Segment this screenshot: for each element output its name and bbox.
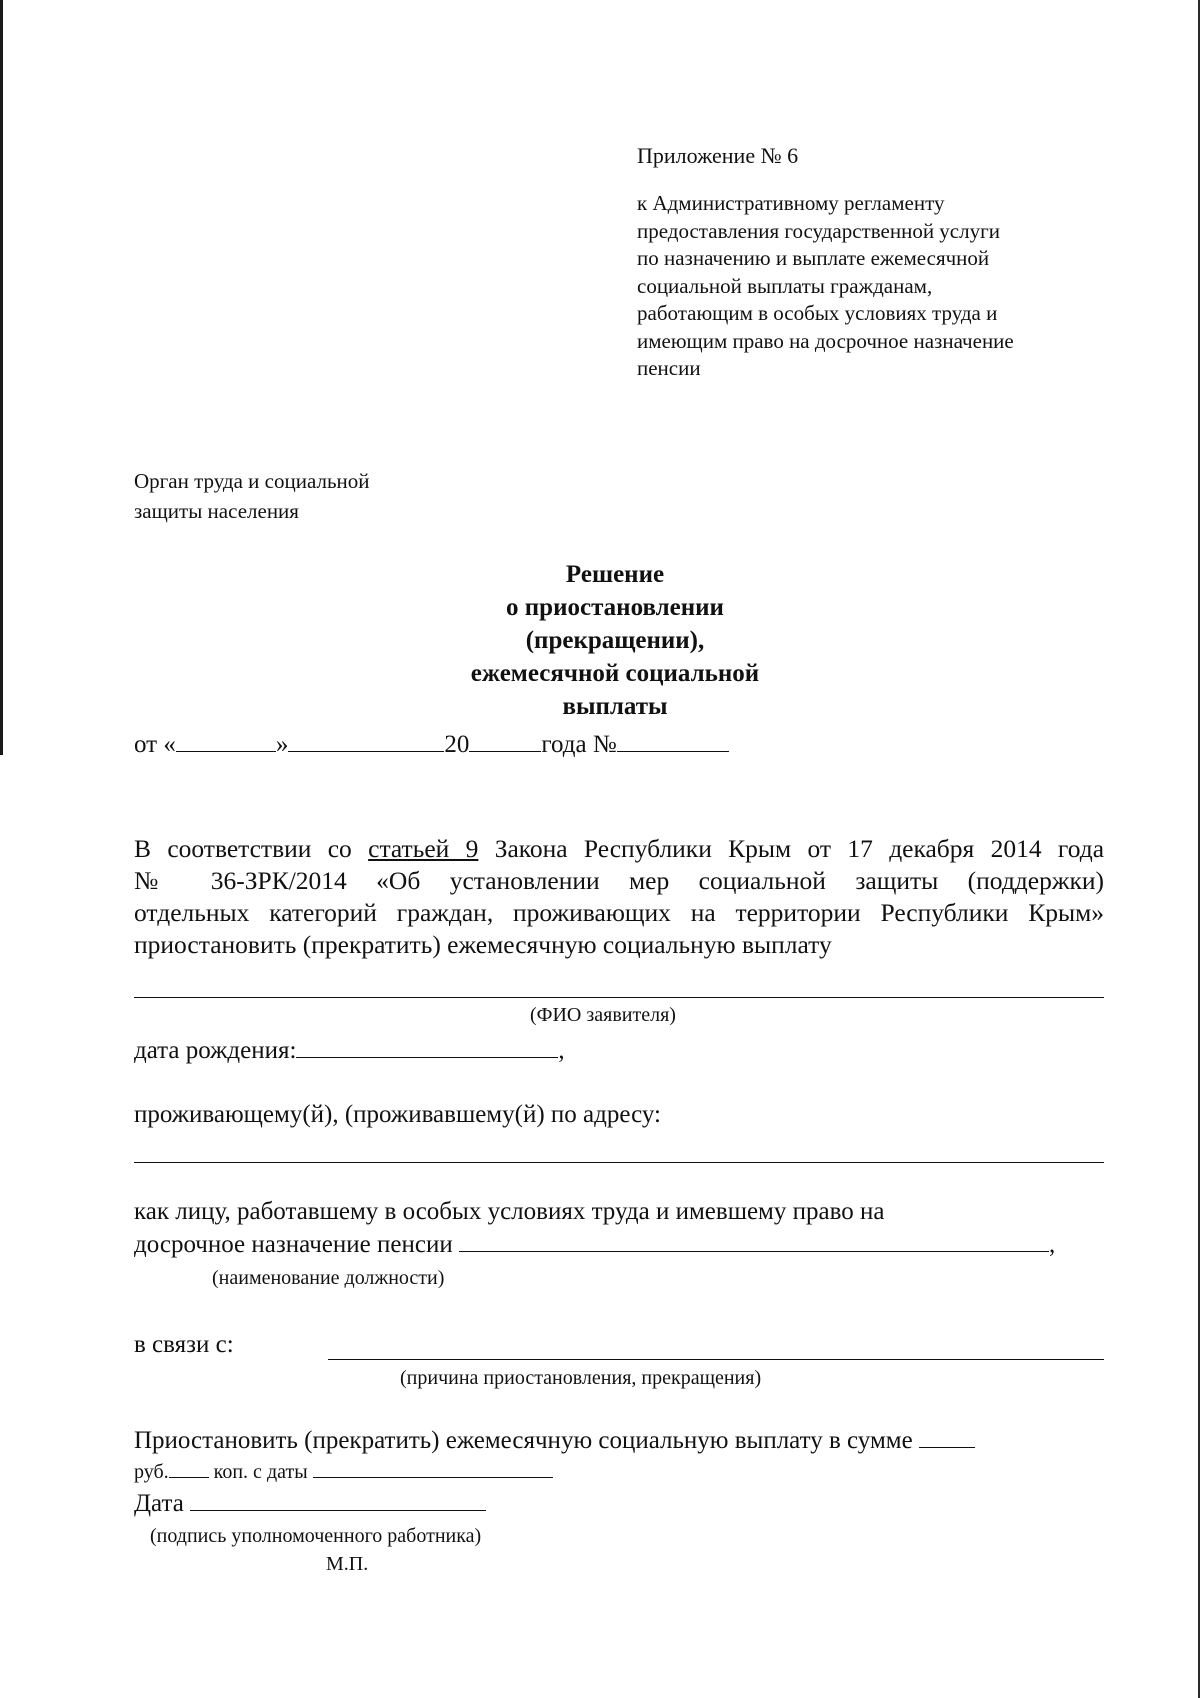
- signature-blank[interactable]: [190, 1490, 486, 1511]
- annex-number: Приложение № 6: [637, 143, 799, 168]
- signature-caption: (подпись уполномоченного работника): [150, 1525, 482, 1547]
- reason-field-line[interactable]: [328, 1359, 1104, 1360]
- organization-line: Орган труда и социальной: [134, 469, 370, 493]
- body-text-fragment: Закона Республики Крым от 17 декабря 2014 года: [494, 834, 1105, 863]
- annex-line: по назначению и выплате ежемесячной: [637, 246, 990, 270]
- annex-description: [637, 190, 1097, 383]
- stamp-place: М.П.: [326, 1553, 369, 1575]
- body-line-2: № 36-ЗРК/2014 «Об установлении мер социальной защиты (поддержки): [134, 866, 1104, 895]
- scan-edge-left: [0, 0, 3, 755]
- year-prefix: 20: [444, 731, 470, 758]
- date-from-label: от «: [134, 731, 176, 758]
- title-line: ежемесячной социальной: [470, 660, 760, 687]
- kopecks-blank[interactable]: [169, 1461, 209, 1478]
- body-line-4: приостановить (прекратить) ежемесячную социальную выплату: [134, 930, 832, 959]
- annex-line: к Административному регламенту: [637, 191, 945, 215]
- law-article-link[interactable]: статьей 9: [368, 834, 479, 863]
- annex-line: пенсии: [637, 356, 701, 380]
- reason-label: в связи с:: [134, 1331, 234, 1358]
- decision-number-label: года №: [541, 731, 617, 758]
- sum-label: Приостановить (прекратить) ежемесячную социальную выплату в сумме: [134, 1427, 913, 1454]
- decision-body: [134, 833, 1104, 961]
- sum-rubles-blank[interactable]: [919, 1427, 975, 1448]
- signature-date-label: Дата: [134, 1490, 184, 1517]
- annex-line: социальной выплаты гражданам,: [637, 273, 933, 298]
- decision-number-blank[interactable]: [617, 731, 729, 752]
- annex-line: работающим в особых условиях труда и: [637, 301, 998, 325]
- birth-date-blank[interactable]: [296, 1037, 558, 1058]
- birth-date-label: дата рождения:: [134, 1037, 297, 1064]
- day-blank[interactable]: [176, 731, 276, 752]
- sum-row: [134, 1427, 975, 1455]
- rub-label: руб.: [134, 1461, 169, 1483]
- organization-line: защиты населения: [134, 499, 299, 523]
- date-close-quote: »: [275, 731, 289, 758]
- fio-field-line[interactable]: [134, 997, 1104, 998]
- position-blank[interactable]: [459, 1231, 1049, 1252]
- birth-date-comma: ,: [558, 1037, 565, 1064]
- position-label: досрочное назначение пенсии: [134, 1231, 453, 1258]
- title-line: выплаты: [562, 693, 668, 720]
- kopecks-row: [134, 1461, 553, 1484]
- title-line: о приостановлении: [506, 594, 724, 621]
- position-text-line-1: как лицу, работавшему в особых условиях труда и имевшему право на: [134, 1198, 885, 1225]
- body-line-1: [134, 833, 1104, 865]
- month-blank[interactable]: [288, 731, 444, 752]
- position-row: [134, 1231, 1055, 1259]
- reason-caption: (причина приостановления, прекращения): [400, 1367, 762, 1389]
- title-line: Решение: [565, 561, 665, 588]
- birth-date-row: [134, 1037, 565, 1065]
- body-text-fragment: В соответствии со: [134, 834, 352, 863]
- organization-name: [134, 466, 370, 526]
- address-field-line[interactable]: [134, 1162, 1104, 1163]
- position-comma: ,: [1048, 1231, 1056, 1258]
- position-caption: (наименование должности): [212, 1267, 445, 1289]
- year-blank[interactable]: [469, 731, 541, 752]
- annex-line: имеющим право на досрочное назначение: [637, 328, 1014, 353]
- start-date-blank[interactable]: [313, 1461, 553, 1478]
- annex-line: предоставления государственной услуги: [637, 218, 1000, 243]
- decision-date-line: [134, 731, 729, 759]
- kopecks-date-label: коп. с даты: [213, 1461, 308, 1483]
- address-label: проживающему(й), (проживавшему(й) по адресу:: [134, 1101, 661, 1128]
- fio-caption: (ФИО заявителя): [530, 1004, 676, 1026]
- title-line: (прекращении),: [525, 627, 705, 654]
- signature-date-row: [134, 1490, 486, 1518]
- body-line-3: отдельных категорий граждан, проживающих на территории Республики Крым»: [134, 898, 1104, 927]
- document-title: [390, 558, 840, 723]
